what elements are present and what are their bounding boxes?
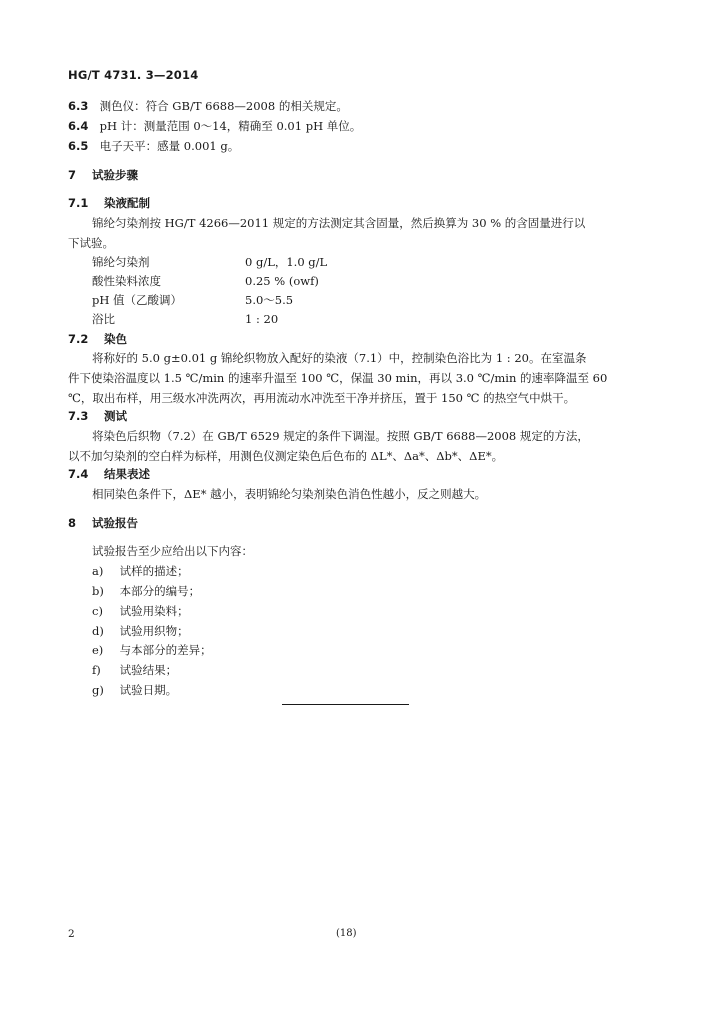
- subsection-number: 7.4: [68, 467, 89, 481]
- clause-number: 6.4: [68, 119, 89, 133]
- clause-text: 电子天平：感量 0.001 g。: [99, 139, 240, 153]
- list-marker: g): [92, 683, 104, 697]
- end-of-document-rule: [282, 704, 409, 705]
- list-text: 与本部分的差异；: [119, 643, 212, 657]
- list-text: 试验用织物；: [119, 624, 189, 638]
- subsection-title: 染液配制: [104, 196, 151, 210]
- condition-label: 锦纶匀染剂: [92, 255, 150, 269]
- clause-text: pH 计：测量范围 0～14，精确至 0.01 pH 单位。: [99, 119, 362, 133]
- list-text: 试样的描述；: [119, 564, 189, 578]
- list-item: [92, 643, 212, 657]
- paragraph-line: ℃，取出布样，用三级水冲洗两次，再用流动水冲洗至干净并挤压，置于 150 ℃ 的热空气中烘干。: [68, 391, 576, 405]
- section-8-heading: [68, 516, 138, 530]
- list-item: [92, 624, 189, 638]
- condition-label: 酸性染料浓度: [92, 274, 161, 288]
- subsection-title: 测试: [104, 409, 128, 423]
- condition-value: 0.25 % (owf): [245, 274, 319, 288]
- list-text: 试验结果；: [119, 663, 178, 677]
- condition-value: 0 g/L，1.0 g/L: [245, 255, 328, 269]
- paragraph-line: 下试验。: [68, 236, 114, 250]
- paragraph-line: 以不加匀染剂的空白样为标样，用测色仪测定染色后色布的 ΔL*、Δa*、Δb*、ΔE*。: [68, 449, 504, 463]
- section-title: 试验步骤: [92, 168, 139, 182]
- paragraph-line: 锦纶匀染剂按 HG/T 4266—2011 规定的方法测定其含固量，然后换算为 30 % 的含固量进行以: [92, 216, 586, 230]
- list-marker: d): [92, 624, 104, 638]
- list-text: 试验日期。: [119, 683, 178, 697]
- section-7-heading: [68, 168, 138, 182]
- paragraph-line: 将称好的 5.0 g±0.01 g 锦纶织物放入配好的染液（7.1）中，控制染色浴比为 1 : 20。在室温条: [92, 351, 587, 365]
- condition-label: 浴比: [92, 312, 115, 326]
- section-number: 8: [68, 516, 77, 530]
- list-item: [92, 564, 189, 578]
- clause-number: 6.3: [68, 99, 89, 113]
- list-marker: e): [92, 643, 104, 657]
- clause-number: 6.5: [68, 139, 89, 153]
- section-title: 试验报告: [92, 516, 139, 530]
- clause-6-4: [68, 119, 361, 133]
- paragraph-line: 相同染色条件下，ΔE* 越小，表明锦纶匀染剂染色消色性越小，反之则越大。: [92, 487, 487, 501]
- list-text: 试验用染料；: [119, 604, 189, 618]
- standard-code: HG/T 4731. 3—2014: [68, 68, 199, 82]
- list-item: [92, 683, 177, 697]
- page-number: 2: [68, 928, 75, 940]
- list-marker: b): [92, 584, 104, 598]
- list-text: 本部分的编号；: [119, 584, 201, 598]
- paragraph-line: 件下使染浴温度以 1.5 ℃/min 的速率升温至 100 ℃，保温 30 min，再以 3.0 ℃/min 的速率降温至 60: [68, 371, 608, 385]
- subsection-7-4-heading: [68, 467, 150, 481]
- list-marker: a): [92, 564, 104, 578]
- section-number: 7: [68, 168, 77, 182]
- subsection-7-1-heading: [68, 196, 150, 210]
- paragraph-line: 试验报告至少应给出以下内容：: [92, 544, 253, 558]
- paragraph-line: 将染色后织物（7.2）在 GB/T 6529 规定的条件下调湿。按照 GB/T 6688—2008 规定的方法，: [92, 429, 589, 443]
- list-item: [92, 663, 177, 677]
- condition-value: 1 : 20: [245, 312, 279, 326]
- subsection-title: 结果表述: [104, 467, 151, 481]
- subsection-7-3-heading: [68, 409, 127, 423]
- subsection-7-2-heading: [68, 332, 127, 346]
- list-marker: f): [92, 663, 101, 677]
- subsection-number: 7.1: [68, 196, 89, 210]
- clause-text: 测色仪：符合 GB/T 6688—2008 的相关规定。: [99, 99, 348, 113]
- subsection-number: 7.3: [68, 409, 89, 423]
- list-item: [92, 584, 200, 598]
- condition-label: pH 值（乙酸调）: [92, 293, 183, 307]
- subsection-title: 染色: [104, 332, 128, 346]
- list-marker: c): [92, 604, 103, 618]
- subsection-number: 7.2: [68, 332, 89, 346]
- condition-value: 5.0～5.5: [245, 293, 294, 307]
- clause-6-3: [68, 99, 348, 113]
- clause-6-5: [68, 139, 239, 153]
- sheet-number: (18): [336, 928, 357, 939]
- list-item: [92, 604, 189, 618]
